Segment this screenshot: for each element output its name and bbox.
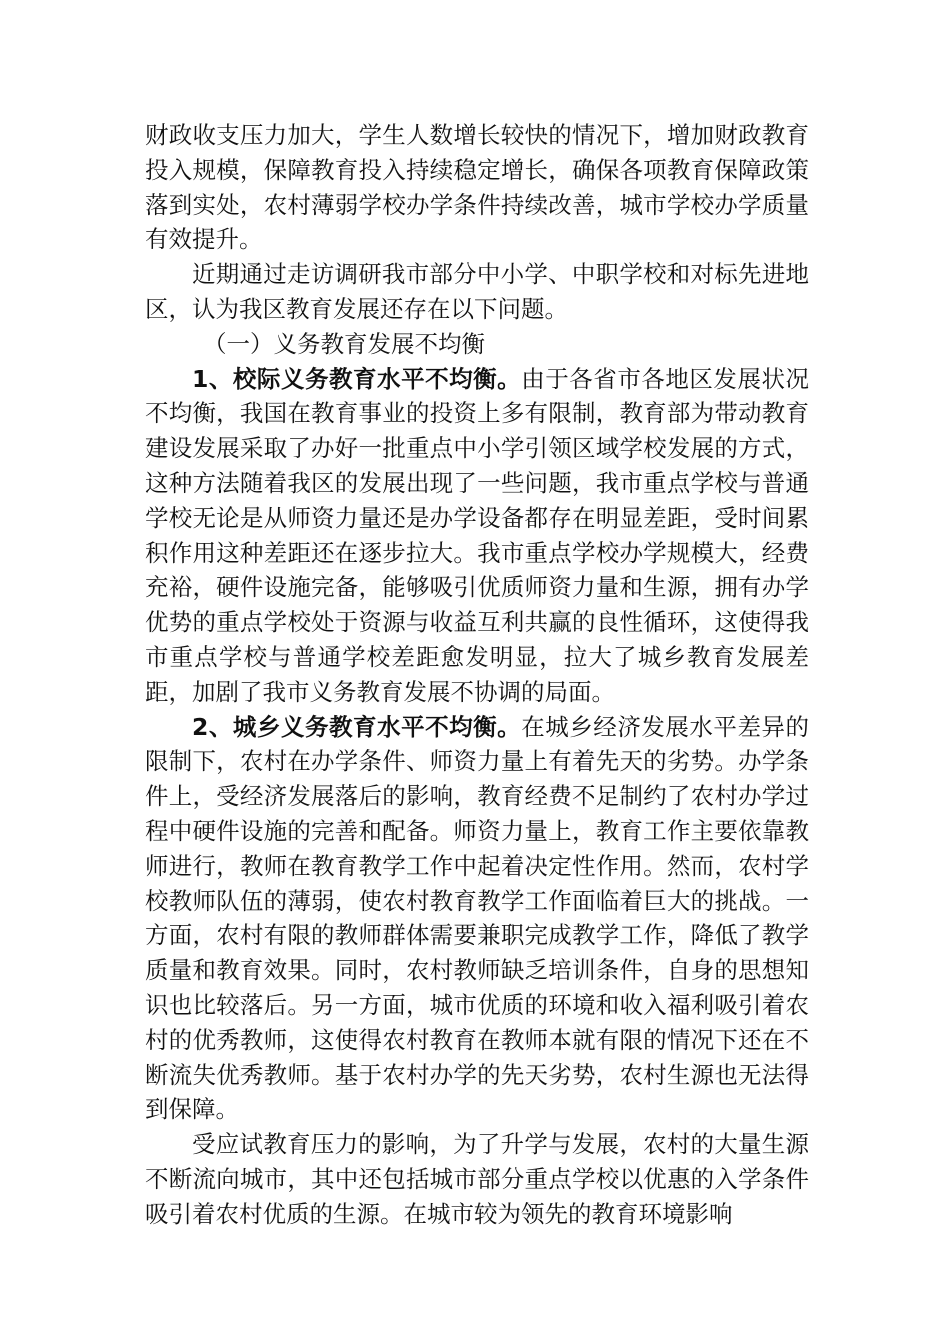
paragraph-body-urban-rural: 在城乡经济发展水平差异的限制下，农村在办学条件、师资力量上有着先天的劣势。办学条件上，受经济发展落后的影响，教育经费不足制约了农村办学过程中硬件设施的完善和配备。师资力量上，教育工作主要依靠教师进行，教师在教育教学工作中起着决定性作用。然而，农村学校教师队伍的薄弱，使农村教育教学工作面临着巨大的挑战。一方面，农村有限的教师群体需要兼职完成教学工作，降低了教学质量和教育效果。同时，农村教师缺乏培训条件，自身的思想知识也比较落后。另一方面，城市优质的环境和收入福利吸引着农村的优秀教师，这使得农村教育在教师本就有限的情况下还在不断流失优秀教师。基于农村办学的先天劣势，农村生源也无法得到保障。: [145, 712, 810, 1124]
paragraph-exam-pressure: 受应试教育压力的影响，为了升学与发展，农村的大量生源不断流向城市，其中还包括城市部分重点学校以优惠的入学条件吸引着农村优质的生源。在城市较为领先的教育环境影响: [145, 1130, 809, 1228]
section-heading-compulsory-education: （一）义务教育发展不均衡: [203, 329, 485, 358]
paragraph-urban-rural-imbalance: [145, 710, 809, 1128]
paragraph-funding: 财政收支压力加大，学生人数增长较快的情况下，增加财政教育投入规模，保障教育投入持续稳定增长，确保各项教育保障政策落到实处，农村薄弱学校办学条件持续改善，城市学校办学质量有效提升。: [145, 121, 809, 254]
paragraph-inter-school-imbalance: [145, 362, 809, 710]
paragraph-lead-urban-rural: 2、城乡义务教育水平不均衡。: [192, 712, 522, 741]
paragraph-body-inter-school: 由于各省市各地区发展状况不均衡，我国在教育事业的投资上多有限制，教育部为带动教育建设发展采取了办好一批重点中小学引领区域学校发展的方式，这种方法随着我区的发展出现了一些问题，我市重点学校与普通学校无论是从师资力量还是办学设备都存在明显差距，受时间累积作用这种差距还在逐步拉大。我市重点学校办学规模大，经费充裕，硬件设施完备，能够吸引优质师资力量和生源，拥有办学优势的重点学校处于资源与收益互利共赢的良性循环，这使得我市重点学校与普通学校差距愈发明显，拉大了城乡教育发展差距，加剧了我市义务教育发展不协调的局面。: [145, 364, 810, 706]
paragraph-lead-inter-school: 1、校际义务教育水平不均衡。: [192, 364, 522, 393]
paragraph-survey-intro: 近期通过走访调研我市部分中小学、中职学校和对标先进地区，认为我区教育发展还存在以下问题。: [145, 260, 809, 323]
document-body: [145, 118, 809, 1232]
